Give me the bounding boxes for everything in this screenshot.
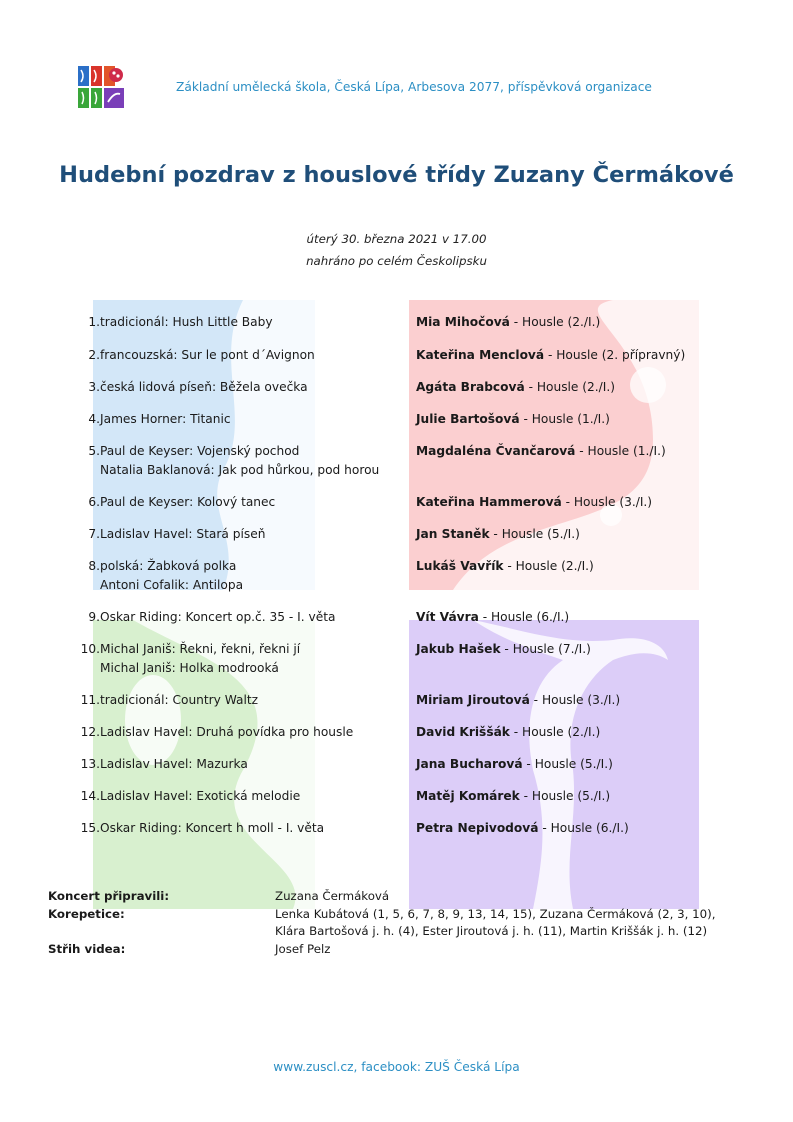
- item-number: 1.: [88, 315, 100, 329]
- performer: [416, 723, 600, 741]
- piece-title: tradicionál: Country Waltz: [100, 693, 259, 707]
- credit-label: Střih videa:: [48, 941, 126, 956]
- performer-name: Kateřina Hammerová: [416, 495, 562, 509]
- performer: [416, 346, 685, 364]
- recorded-note: nahráno po celém Českolipsku: [306, 254, 487, 268]
- credit-value: Lenka Kubátová (1, 5, 6, 7, 8, 9, 13, 14, 15), Zuzana Čermáková (2, 3, 10),: [275, 906, 716, 921]
- performer: [416, 787, 610, 805]
- performer-instrument: - Housle (3./I.): [561, 495, 653, 509]
- concert-date: úterý 30. března 2021 v 17.00: [306, 232, 487, 246]
- piece-title: James Horner: Titanic: [100, 412, 231, 426]
- item-number: 14.: [80, 789, 100, 803]
- performer-name: Petra Nepivodová: [416, 821, 539, 835]
- performer-name: Magdaléna Čvančarová: [416, 444, 576, 458]
- item-number: 5.: [88, 444, 100, 458]
- performer: [416, 493, 652, 511]
- piece-title: Ladislav Havel: Exotická melodie: [100, 789, 301, 803]
- item-number: 11.: [80, 693, 100, 707]
- performer-name: David Kriššák: [416, 725, 510, 739]
- performer-instrument: - Housle (3./I.): [529, 693, 621, 707]
- piece-title: Paul de Keyser: Kolový tanec: [100, 495, 276, 509]
- performer-instrument: - Housle (2./I.): [509, 725, 601, 739]
- credit-value: Klára Bartošová j. h. (4), Ester Jiroutová j. h. (11), Martin Kriššák j. h. (12): [275, 924, 708, 938]
- performer-name: Mia Mihočová: [416, 315, 510, 329]
- piece-title: Ladislav Havel: Mazurka: [100, 757, 248, 771]
- credit-value: Josef Pelz: [275, 941, 331, 956]
- performer-instrument: - Housle (2./I.): [509, 315, 601, 329]
- performer: [416, 442, 666, 460]
- item-number: 15.: [80, 821, 100, 835]
- performer: [416, 525, 580, 543]
- performer-instrument: - Housle (1./I.): [519, 412, 610, 426]
- footer-links[interactable]: www.zuscl.cz, facebook: ZUŠ Česká Lípa: [273, 1060, 520, 1074]
- item-number: 4.: [88, 412, 100, 426]
- credit-accompaniment: [48, 906, 768, 941]
- credit-value: Zuzana Čermáková: [275, 889, 390, 903]
- performer: [416, 410, 610, 428]
- logo-purple-block: [104, 88, 124, 108]
- performer-instrument: - Housle (6./I.): [538, 821, 629, 835]
- item-number: 7.: [88, 527, 100, 541]
- item-number: 2.: [88, 348, 100, 362]
- performer-instrument: - Housle (6./I.): [478, 610, 570, 624]
- piece-title: Ladislav Havel: Druhá povídka pro housle: [100, 725, 354, 739]
- performer-instrument: - Housle (2./I.): [524, 380, 616, 394]
- performer: [416, 313, 600, 331]
- item-number: 3.: [88, 380, 100, 394]
- piece-title: česká lidová píseň: Běžela ovečka: [100, 380, 308, 394]
- performer-name: Jan Staněk: [416, 527, 490, 541]
- piece-title: Ladislav Havel: Stará píseň: [100, 527, 266, 541]
- performer: [416, 691, 620, 709]
- item-number: 12.: [80, 725, 100, 739]
- item-number: 13.: [80, 757, 100, 771]
- performer-name: Agáta Brabcová: [416, 380, 525, 394]
- piece-title: polská: Žabková polka: [100, 559, 237, 573]
- performer-name: Julie Bartošová: [416, 412, 520, 426]
- item-number: 10.: [80, 642, 100, 656]
- performer-instrument: - Housle (5./I.): [522, 757, 613, 771]
- piece-title-second: Michal Janiš: Holka modrooká: [100, 661, 279, 675]
- piece-title: Paul de Keyser: Vojenský pochod: [100, 444, 300, 458]
- performer-name: Lukáš Vavřík: [416, 559, 504, 573]
- page-title: Hudební pozdrav z houslové třídy Zuzany Čermákové: [59, 162, 734, 188]
- performer: [416, 640, 591, 658]
- credit-prepared: [48, 888, 768, 906]
- piece-title-second: Natalia Baklanová: Jak pod hůrkou, pod horou: [100, 463, 380, 477]
- performer: [416, 378, 615, 396]
- logo-palette-dot: [109, 68, 123, 82]
- performer: [416, 557, 594, 575]
- credits: [48, 888, 768, 958]
- performer-name: Miriam Jiroutová: [416, 693, 530, 707]
- piece-title-second: Antoni Cofalik: Antilopa: [100, 578, 244, 592]
- item-number: 6.: [88, 495, 100, 509]
- performer-instrument: - Housle (2./I.): [503, 559, 594, 573]
- performer-name: Matěj Komárek: [416, 789, 520, 803]
- performer-instrument: - Housle (2. přípravný): [544, 348, 686, 362]
- credit-editing: [48, 941, 768, 959]
- performer: [416, 755, 613, 773]
- piece-title: Oskar Riding: Koncert op.č. 35 - I. věta: [100, 610, 336, 624]
- performer-instrument: - Housle (1./I.): [575, 444, 666, 458]
- performer-instrument: - Housle (7./I.): [500, 642, 591, 656]
- school-logo: [78, 66, 128, 108]
- piece-title: Michal Janiš: Řekni, řekni, řekni jí: [100, 642, 301, 656]
- school-name: Základní umělecká škola, Česká Lípa, Arbesova 2077, příspěvková organizace: [176, 80, 652, 94]
- performer-instrument: - Housle (5./I.): [519, 789, 611, 803]
- performer-name: Jakub Hašek: [416, 642, 501, 656]
- item-number: 9.: [88, 610, 100, 624]
- piece-title: francouzská: Sur le pont d´Avignon: [100, 348, 315, 362]
- piece-title: tradicionál: Hush Little Baby: [100, 315, 273, 329]
- performer: [416, 819, 629, 837]
- credit-label: Korepetice:: [48, 906, 125, 921]
- item-number: 8.: [88, 559, 100, 573]
- pink-panel-dot: [630, 367, 666, 403]
- performer-instrument: - Housle (5./I.): [489, 527, 580, 541]
- performer-name: Vít Vávra: [416, 610, 479, 624]
- performer-name: Jana Bucharová: [416, 757, 523, 771]
- performer: [416, 608, 569, 626]
- piece-title: Oskar Riding: Koncert h moll - I. věta: [100, 821, 325, 835]
- performer-name: Kateřina Menclová: [416, 348, 545, 362]
- credit-label: Koncert připravili:: [48, 889, 170, 903]
